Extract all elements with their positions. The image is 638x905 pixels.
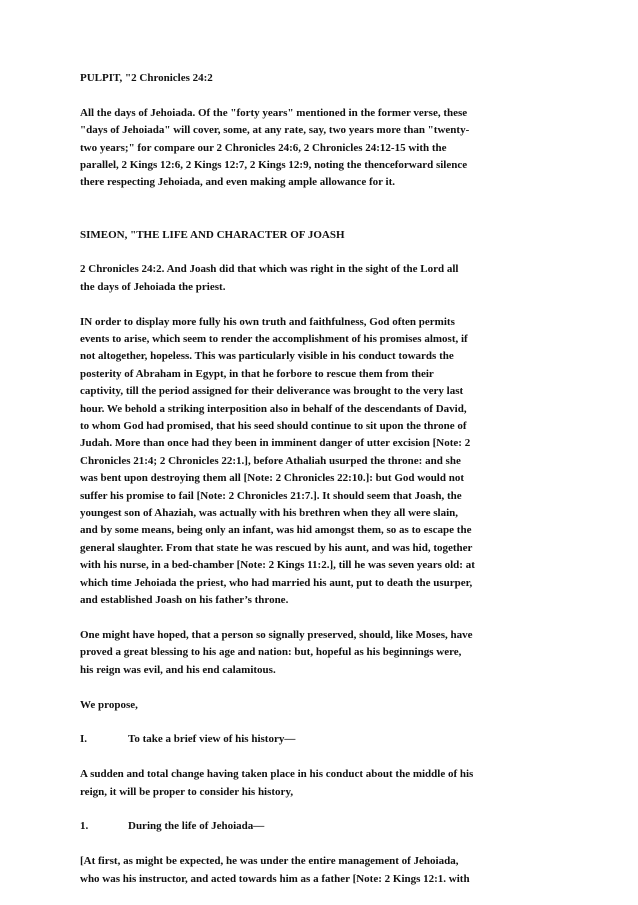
pulpit-commentary: All the days of Jehoiada. Of the "forty years" mentioned in the former verse, these "days of Jehoiada" will cover, some, at any rate, say, two years more than "twenty- two years;" for compare our 2 Chronicles 24:6, 2 Chronicles 24:12-15 with the parallel, 2 Kings 12:6, 2 Kings 12:7, 2 Kings 12:9, noting the thenceforward silence there respecting Jehoiada, and even making ample allowance for it. [80, 106, 470, 189]
history-paragraph: A sudden and total change having taken place in his conduct about the middle of his reign, it will be proper to consider his history, [80, 768, 474, 798]
section-spacer [80, 209, 558, 226]
point-one-text: To take a brief view of his history— [128, 733, 296, 746]
jehoiada-paragraph: [At first, as might be expected, he was under the entire management of Jehoiada, who was his instructor, and acted towards him as a father [Note: 2 Kings 12:1. with [80, 855, 470, 885]
subpoint-one-number: 1. [80, 820, 89, 833]
point-one-number: I. [80, 733, 88, 746]
pulpit-heading: PULPIT, "2 Chronicles 24:2 [80, 72, 213, 84]
point-one [80, 731, 558, 748]
document-page [80, 70, 558, 905]
intro-paragraph: IN order to display more fully his own truth and faithfulness, God often permits events to arise, which seem to render the accomplishment of his promises almost, if not altogether, hopeless. This was particularly visible in his conduct towards the posterity of Abraham in Egypt, in that he forbore to rescue them from their captivity, till the period assigned for their deliverance was brought to the very last hour. We behold a striking interposition also in behalf of the descendants of David, to whom God had promised, that his seed should continue to sit upon the throne of Judah. More than once had they been in imminent danger of utter excision [Note: 2 Chronicles 21:4; 2 Chronicles 22:1.], before Athaliah usurped the throne: and she was bent upon destroying them all [Note: 2 Chronicles 22:10.]: but God would not suffer his promise to fail [Note: 2 Chronicles 21:7.]. It should seem that Joash, the youngest son of Ahaziah, was actually with his brethren when they all were slain, and by some means, being only an infant, was hid amongst them, so as to escape the general slaughter. From that state he was rescued by his aunt, and was hid, together with his nurse, in a bed-chamber [Note: 2 Kings 11:2.], till he was seven years old: at which time Jehoiada the priest, who had married his aunt, put to death the usurper, and established Joash on his father’s throne. [80, 315, 475, 607]
second-paragraph: One might have hoped, that a person so signally preserved, should, like Moses, have proved a great blessing to his age and nation: but, hopeful as his beginnings were, his reign was evil, and his end calamitous. [80, 628, 473, 676]
subpoint-one [80, 818, 558, 835]
propose-line: We propose, [80, 698, 138, 711]
subpoint-one-text: During the life of Jehoiada— [128, 820, 265, 833]
simeon-heading: SIMEON, "THE LIFE AND CHARACTER OF JOASH [80, 228, 345, 241]
scripture-verse: 2 Chronicles 24:2. And Joash did that which was right in the sight of the Lord all the days of Jehoiada the priest. [80, 263, 459, 293]
